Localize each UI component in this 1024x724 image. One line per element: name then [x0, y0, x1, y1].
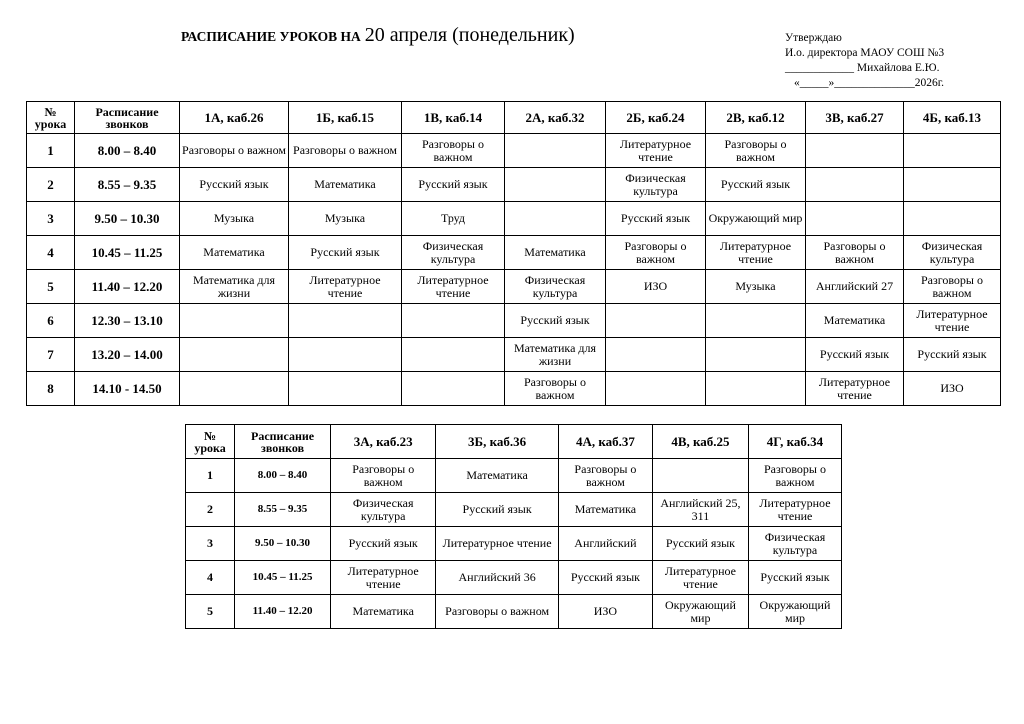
- subject-cell: Литературное чтение: [436, 527, 559, 561]
- subject-cell: [505, 168, 606, 202]
- subject-cell: [806, 168, 904, 202]
- subject-cell: [402, 338, 505, 372]
- subject-cell: Русский язык: [402, 168, 505, 202]
- page-title: [181, 24, 575, 47]
- class-header: 2В, каб.12: [706, 102, 806, 134]
- subject-cell: [706, 304, 806, 338]
- subject-cell: Русский язык: [331, 527, 436, 561]
- table-row: [27, 168, 1001, 202]
- subject-cell: Математика: [180, 236, 289, 270]
- bell-time-cell: 12.30 – 13.10: [75, 304, 180, 338]
- subject-cell: Математика: [436, 459, 559, 493]
- subject-cell: Физическая культура: [331, 493, 436, 527]
- subject-cell: Математика: [331, 595, 436, 629]
- class-header: 3В, каб.27: [806, 102, 904, 134]
- subject-cell: Окружающий мир: [748, 595, 841, 629]
- subject-cell: [606, 338, 706, 372]
- title-label: РАСПИСАНИЕ УРОКОВ НА: [181, 29, 361, 44]
- subject-cell: [402, 372, 505, 406]
- class-header: 4В, каб.25: [652, 425, 748, 459]
- lesson-number-header: № урока: [186, 425, 235, 459]
- subject-cell: [706, 372, 806, 406]
- table-row: [186, 595, 842, 629]
- subject-cell: Математика: [558, 493, 652, 527]
- subject-cell: Физическая культура: [505, 270, 606, 304]
- subject-cell: [606, 372, 706, 406]
- table-row: [27, 270, 1001, 304]
- subject-cell: Труд: [402, 202, 505, 236]
- approval-line: Утверждаю: [785, 32, 842, 44]
- subject-cell: Английский 36: [436, 561, 559, 595]
- subject-cell: Физическая культура: [402, 236, 505, 270]
- subject-cell: Русский язык: [806, 338, 904, 372]
- subject-cell: Русский язык: [558, 561, 652, 595]
- lesson-number-cell: 6: [27, 304, 75, 338]
- subject-cell: [180, 304, 289, 338]
- subject-cell: Английский 25, 311: [652, 493, 748, 527]
- subject-cell: [706, 338, 806, 372]
- approval-line: «_____»______________2026г.: [794, 77, 945, 89]
- schedule-table-secondary: [185, 424, 842, 629]
- subject-cell: Разговоры о важном: [606, 236, 706, 270]
- subject-cell: Английский: [558, 527, 652, 561]
- approval-line: И.о. директора МАОУ СОШ №3: [785, 47, 945, 59]
- class-header: 2А, каб.32: [505, 102, 606, 134]
- subject-cell: [289, 372, 402, 406]
- subject-cell: Литературное чтение: [652, 561, 748, 595]
- subject-cell: Литературное чтение: [289, 270, 402, 304]
- bell-time-cell: 10.45 – 11.25: [75, 236, 180, 270]
- bell-time-cell: 10.45 – 11.25: [235, 561, 331, 595]
- class-header: 2Б, каб.24: [606, 102, 706, 134]
- subject-cell: [402, 304, 505, 338]
- subject-cell: Разговоры о важном: [904, 270, 1001, 304]
- subject-cell: [289, 304, 402, 338]
- lesson-number-cell: 7: [27, 338, 75, 372]
- table-row: [186, 493, 842, 527]
- lesson-number-cell: 5: [27, 270, 75, 304]
- subject-cell: Русский язык: [606, 202, 706, 236]
- subject-cell: Окружающий мир: [706, 202, 806, 236]
- table-row: [27, 304, 1001, 338]
- lesson-number-cell: 1: [186, 459, 235, 493]
- subject-cell: Русский язык: [505, 304, 606, 338]
- lesson-number-cell: 2: [186, 493, 235, 527]
- table-row: [186, 459, 842, 493]
- subject-cell: Разговоры о важном: [402, 134, 505, 168]
- subject-cell: ИЗО: [904, 372, 1001, 406]
- subject-cell: Английский 27: [806, 270, 904, 304]
- bell-time-cell: 11.40 – 12.20: [75, 270, 180, 304]
- table-row: [27, 134, 1001, 168]
- table-row: [186, 561, 842, 595]
- class-header: 3А, каб.23: [331, 425, 436, 459]
- table-row: [27, 338, 1001, 372]
- subject-cell: Разговоры о важном: [706, 134, 806, 168]
- subject-cell: Музыка: [180, 202, 289, 236]
- table-row: [27, 236, 1001, 270]
- subject-cell: Литературное чтение: [606, 134, 706, 168]
- bell-schedule-header: Расписание звонков: [235, 425, 331, 459]
- subject-cell: Русский язык: [748, 561, 841, 595]
- subject-cell: [606, 304, 706, 338]
- approval-line: ____________ Михайлова Е.Ю.: [785, 62, 940, 74]
- subject-cell: [806, 134, 904, 168]
- subject-cell: Русский язык: [180, 168, 289, 202]
- subject-cell: [904, 168, 1001, 202]
- subject-cell: Разговоры о важном: [748, 459, 841, 493]
- class-header: 1Б, каб.15: [289, 102, 402, 134]
- schedule-table-primary: [26, 101, 1001, 406]
- subject-cell: Разговоры о важном: [289, 134, 402, 168]
- bell-time-cell: 8.00 – 8.40: [75, 134, 180, 168]
- bell-time-cell: 8.55 – 9.35: [235, 493, 331, 527]
- subject-cell: Литературное чтение: [402, 270, 505, 304]
- subject-cell: Математика для жизни: [180, 270, 289, 304]
- subject-cell: [180, 338, 289, 372]
- bell-schedule-header: Расписание звонков: [75, 102, 180, 134]
- subject-cell: Русский язык: [289, 236, 402, 270]
- subject-cell: Литературное чтение: [806, 372, 904, 406]
- bell-time-cell: 13.20 – 14.00: [75, 338, 180, 372]
- subject-cell: Русский язык: [706, 168, 806, 202]
- subject-cell: Русский язык: [652, 527, 748, 561]
- subject-cell: Литературное чтение: [331, 561, 436, 595]
- subject-cell: Разговоры о важном: [558, 459, 652, 493]
- subject-cell: [180, 372, 289, 406]
- subject-cell: ИЗО: [606, 270, 706, 304]
- subject-cell: [904, 134, 1001, 168]
- bell-time-cell: 8.55 – 9.35: [75, 168, 180, 202]
- subject-cell: Разговоры о важном: [505, 372, 606, 406]
- subject-cell: Физическая культура: [904, 236, 1001, 270]
- class-header: 4Г, каб.34: [748, 425, 841, 459]
- lesson-number-header: № урока: [27, 102, 75, 134]
- subject-cell: Разговоры о важном: [180, 134, 289, 168]
- approval-block: [785, 31, 944, 91]
- subject-cell: Литературное чтение: [748, 493, 841, 527]
- class-header: 1А, каб.26: [180, 102, 289, 134]
- table-row: [27, 372, 1001, 406]
- subject-cell: Музыка: [706, 270, 806, 304]
- subject-cell: Математика: [505, 236, 606, 270]
- subject-cell: Физическая культура: [748, 527, 841, 561]
- subject-cell: Окружающий мир: [652, 595, 748, 629]
- subject-cell: [904, 202, 1001, 236]
- lesson-number-cell: 3: [27, 202, 75, 236]
- class-header: 4А, каб.37: [558, 425, 652, 459]
- class-header: 1В, каб.14: [402, 102, 505, 134]
- subject-cell: Разговоры о важном: [331, 459, 436, 493]
- lesson-number-cell: 4: [27, 236, 75, 270]
- table-header-row: [27, 102, 1001, 134]
- subject-cell: [652, 459, 748, 493]
- bell-time-cell: 9.50 – 10.30: [235, 527, 331, 561]
- lesson-number-cell: 1: [27, 134, 75, 168]
- table-row: [27, 202, 1001, 236]
- subject-cell: Разговоры о важном: [806, 236, 904, 270]
- table-row: [186, 527, 842, 561]
- subject-cell: [505, 134, 606, 168]
- subject-cell: [806, 202, 904, 236]
- bell-time-cell: 9.50 – 10.30: [75, 202, 180, 236]
- lesson-number-cell: 4: [186, 561, 235, 595]
- subject-cell: Математика: [806, 304, 904, 338]
- subject-cell: Математика для жизни: [505, 338, 606, 372]
- table-header-row: [186, 425, 842, 459]
- subject-cell: Русский язык: [904, 338, 1001, 372]
- class-header: 3Б, каб.36: [436, 425, 559, 459]
- lesson-number-cell: 8: [27, 372, 75, 406]
- lesson-number-cell: 5: [186, 595, 235, 629]
- subject-cell: Русский язык: [436, 493, 559, 527]
- subject-cell: Литературное чтение: [706, 236, 806, 270]
- bell-time-cell: 14.10 - 14.50: [75, 372, 180, 406]
- subject-cell: ИЗО: [558, 595, 652, 629]
- lesson-number-cell: 3: [186, 527, 235, 561]
- subject-cell: [505, 202, 606, 236]
- subject-cell: Разговоры о важном: [436, 595, 559, 629]
- subject-cell: Литературное чтение: [904, 304, 1001, 338]
- subject-cell: Музыка: [289, 202, 402, 236]
- bell-time-cell: 11.40 – 12.20: [235, 595, 331, 629]
- title-date: 20 апреля (понедельник): [364, 24, 575, 46]
- subject-cell: Математика: [289, 168, 402, 202]
- bell-time-cell: 8.00 – 8.40: [235, 459, 331, 493]
- class-header: 4Б, каб.13: [904, 102, 1001, 134]
- lesson-number-cell: 2: [27, 168, 75, 202]
- subject-cell: [289, 338, 402, 372]
- subject-cell: Физическая культура: [606, 168, 706, 202]
